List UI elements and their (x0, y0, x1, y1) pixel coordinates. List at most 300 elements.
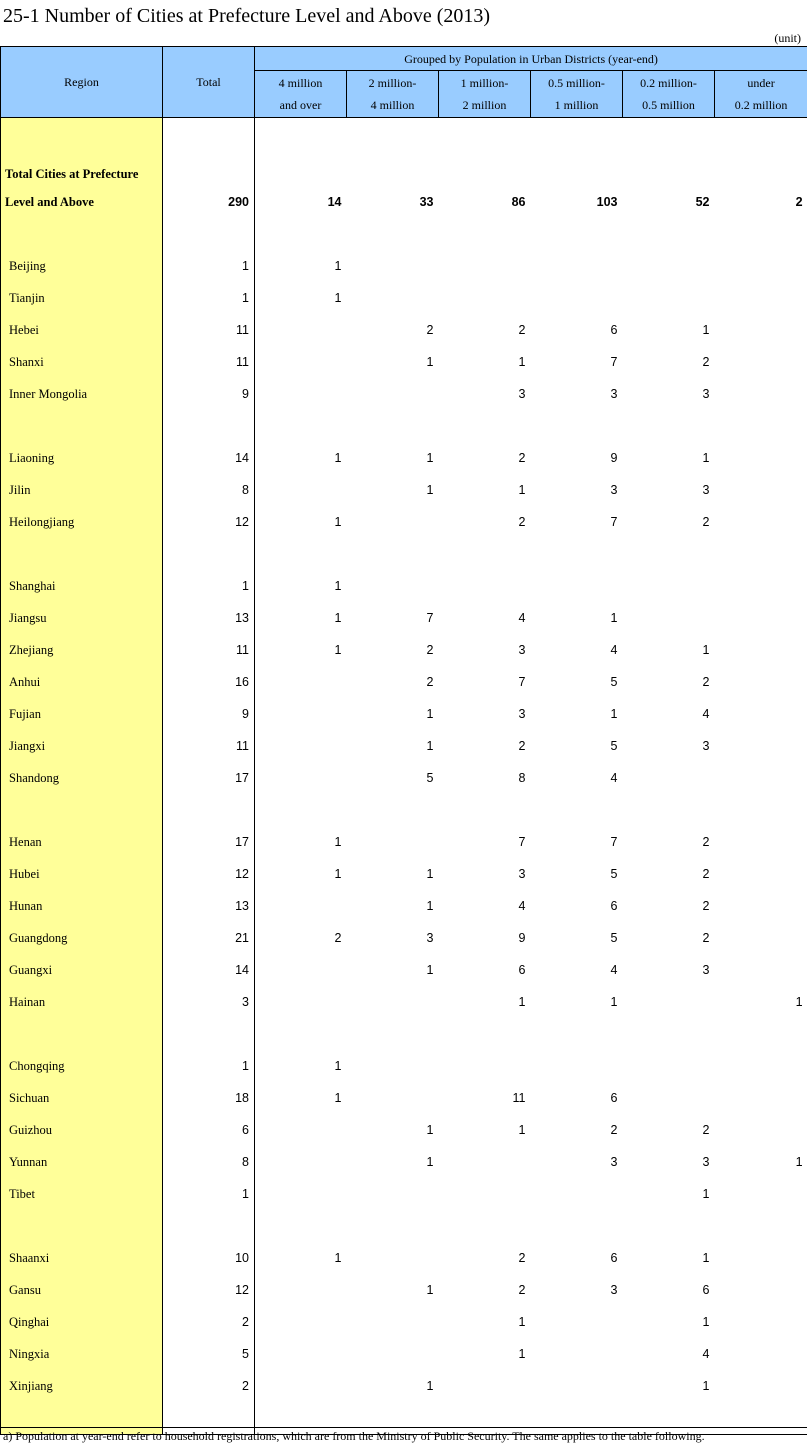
value-cell (623, 570, 715, 602)
value-cell: 2 (518, 323, 526, 337)
value-cell: 4 (518, 611, 526, 625)
total-cell: 9 (163, 698, 255, 730)
region-cell: Tianjin (1, 282, 163, 314)
value-cell (255, 954, 347, 986)
table-row (1, 602, 807, 634)
total-cell: 17 (163, 826, 255, 858)
value-cell: 4 (610, 771, 618, 785)
value-cell (255, 378, 347, 410)
region-cell (1, 1210, 163, 1242)
region-cell: Tibet (1, 1178, 163, 1210)
value-cell: 1 (334, 259, 342, 273)
value-cell (255, 1114, 347, 1146)
cities-table (0, 46, 807, 1435)
value-cell (715, 1402, 807, 1435)
value-cell: 1 (518, 995, 526, 1009)
value-cell (715, 378, 807, 410)
value-cell: 7 (518, 675, 526, 689)
value-cell (347, 506, 439, 538)
value-cell (439, 282, 531, 314)
table-row (1, 538, 807, 570)
table-row (1, 634, 807, 666)
region-cell: Hubei (1, 858, 163, 890)
value-cell (347, 826, 439, 858)
value-cell (715, 218, 807, 250)
value-cell (531, 538, 623, 570)
total-cell: 6 (163, 1114, 255, 1146)
table-row (1, 1242, 807, 1274)
header-col-line1: under (747, 76, 775, 90)
header-col-line2: 0.5 million (642, 98, 695, 112)
table-row (1, 1178, 807, 1210)
value-cell: 1 (426, 867, 434, 881)
value-cell (255, 1370, 347, 1402)
total-cell: 3 (163, 986, 255, 1018)
value-cell (255, 1274, 347, 1306)
value-cell: 1 (334, 867, 342, 881)
value-cell (623, 794, 715, 826)
value-cell: 3 (518, 707, 526, 721)
value-cell (255, 762, 347, 794)
value-cell (531, 1178, 623, 1210)
value-cell (623, 410, 715, 442)
value-cell (439, 150, 531, 186)
value-cell: 1 (426, 963, 434, 977)
total-cell (163, 794, 255, 826)
table-row (1, 1082, 807, 1114)
region-cell: Jiangsu (1, 602, 163, 634)
value-cell (623, 538, 715, 570)
value-cell: 2 (426, 675, 434, 689)
value-cell: 1 (518, 1315, 526, 1329)
value-cell: 2 (426, 643, 434, 657)
value-cell: 5 (610, 867, 618, 881)
value-cell (623, 150, 715, 186)
table-row (1, 730, 807, 762)
value-cell: 1 (334, 835, 342, 849)
region-cell: Liaoning (1, 442, 163, 474)
value-cell: 1 (795, 995, 803, 1009)
value-cell (255, 218, 347, 250)
table-row (1, 826, 807, 858)
region-cell: Guangxi (1, 954, 163, 986)
region-cell: Qinghai (1, 1306, 163, 1338)
value-cell: 1 (426, 451, 434, 465)
value-cell: 2 (518, 1251, 526, 1265)
value-cell: 3 (610, 1155, 618, 1169)
value-cell (715, 442, 807, 474)
region-cell: Ningxia (1, 1338, 163, 1370)
value-cell: 2 (426, 323, 434, 337)
total-cell: 13 (163, 890, 255, 922)
value-cell (347, 1242, 439, 1274)
value-cell (255, 794, 347, 826)
value-cell (531, 218, 623, 250)
value-cell: 4 (702, 1347, 710, 1361)
table-row (1, 474, 807, 506)
value-cell: 9 (610, 451, 618, 465)
value-cell: 14 (327, 195, 342, 209)
total-cell: 11 (163, 634, 255, 666)
value-cell: 2 (795, 195, 803, 209)
header-col-0 (255, 71, 347, 118)
header-col-line2: 4 million (370, 98, 415, 112)
header-col-line2: 1 million (554, 98, 599, 112)
value-cell (531, 410, 623, 442)
value-cell (715, 1018, 807, 1050)
value-cell (715, 346, 807, 378)
value-cell: 3 (518, 643, 526, 657)
value-cell (715, 410, 807, 442)
region-cell: Shaanxi (1, 1242, 163, 1274)
value-cell (347, 1210, 439, 1242)
value-cell (347, 282, 439, 314)
value-cell: 3 (702, 739, 710, 753)
table-row (1, 410, 807, 442)
value-cell: 52 (695, 195, 710, 209)
value-cell (531, 150, 623, 186)
value-cell (531, 1210, 623, 1242)
value-cell (715, 602, 807, 634)
value-cell (715, 698, 807, 730)
header-group: Grouped by Population in Urban Districts (year-end) (255, 47, 807, 71)
value-cell: 7 (518, 835, 526, 849)
value-cell: 3 (702, 387, 710, 401)
value-cell (715, 1242, 807, 1274)
value-cell (531, 282, 623, 314)
table-row (1, 986, 807, 1018)
region-cell: Shanxi (1, 346, 163, 378)
value-cell (255, 698, 347, 730)
value-cell (715, 634, 807, 666)
value-cell (439, 218, 531, 250)
region-cell: Yunnan (1, 1146, 163, 1178)
value-cell: 1 (518, 355, 526, 369)
value-cell (715, 1178, 807, 1210)
value-cell: 1 (334, 451, 342, 465)
value-cell (715, 1370, 807, 1402)
table-row (1, 218, 807, 250)
header-col-line1: 2 million- (368, 76, 417, 90)
value-cell: 2 (702, 675, 710, 689)
value-cell (255, 118, 347, 151)
value-cell: 5 (426, 771, 434, 785)
header-region: Region (1, 47, 163, 118)
value-cell: 2 (702, 835, 710, 849)
region-cell (1, 218, 163, 250)
value-cell: 1 (426, 899, 434, 913)
value-cell (623, 986, 715, 1018)
value-cell (347, 410, 439, 442)
total-cell (163, 150, 255, 186)
header-total: Total (163, 47, 255, 118)
value-cell: 1 (334, 579, 342, 593)
value-cell (347, 1018, 439, 1050)
total-cell (163, 118, 255, 151)
total-cell: 1 (163, 250, 255, 282)
table-row (1, 794, 807, 826)
value-cell: 1 (334, 643, 342, 657)
value-cell: 5 (610, 675, 618, 689)
value-cell: 3 (518, 867, 526, 881)
region-cell: Anhui (1, 666, 163, 698)
value-cell: 4 (518, 899, 526, 913)
value-cell: 1 (426, 1379, 434, 1393)
total-cell: 11 (163, 730, 255, 762)
value-cell (715, 794, 807, 826)
value-cell (715, 314, 807, 346)
value-cell (715, 1210, 807, 1242)
value-cell (439, 1146, 531, 1178)
value-cell: 1 (610, 707, 618, 721)
value-cell (715, 1114, 807, 1146)
value-cell (347, 1306, 439, 1338)
region-cell: Zhejiang (1, 634, 163, 666)
region-cell (1, 410, 163, 442)
total-cell: 17 (163, 762, 255, 794)
total-cell: 18 (163, 1082, 255, 1114)
value-cell (531, 1338, 623, 1370)
value-cell (715, 150, 807, 186)
value-cell (623, 1050, 715, 1082)
table-row (1, 666, 807, 698)
value-cell (531, 118, 623, 151)
region-cell (1, 538, 163, 570)
value-cell (255, 346, 347, 378)
value-cell (623, 282, 715, 314)
value-cell: 1 (702, 1315, 710, 1329)
value-cell: 2 (610, 1123, 618, 1137)
value-cell: 1 (610, 995, 618, 1009)
value-cell (715, 954, 807, 986)
value-cell: 6 (518, 963, 526, 977)
total-cell: 5 (163, 1338, 255, 1370)
region-cell: Hebei (1, 314, 163, 346)
region-cell: Xinjiang (1, 1370, 163, 1402)
table-row (1, 858, 807, 890)
value-cell (347, 118, 439, 151)
table-row (1, 186, 807, 218)
total-cell: 9 (163, 378, 255, 410)
total-cell: 21 (163, 922, 255, 954)
value-cell (255, 1210, 347, 1242)
value-cell (715, 282, 807, 314)
value-cell (531, 1306, 623, 1338)
value-cell (715, 762, 807, 794)
value-cell (623, 250, 715, 282)
value-cell: 2 (702, 899, 710, 913)
region-cell: Henan (1, 826, 163, 858)
value-cell (347, 1050, 439, 1082)
value-cell: 1 (426, 739, 434, 753)
value-cell (439, 118, 531, 151)
total-cell: 11 (163, 314, 255, 346)
total-cell: 14 (163, 954, 255, 986)
value-cell: 1 (518, 1123, 526, 1137)
table-row (1, 282, 807, 314)
value-cell (715, 1050, 807, 1082)
value-cell: 6 (610, 1251, 618, 1265)
value-cell (531, 570, 623, 602)
value-cell (715, 1338, 807, 1370)
total-cell: 2 (163, 1370, 255, 1402)
value-cell: 2 (702, 1123, 710, 1137)
value-cell: 7 (610, 835, 618, 849)
region-cell: Total Cities at Prefecture (1, 150, 163, 186)
value-cell (439, 570, 531, 602)
table-row (1, 1146, 807, 1178)
value-cell (255, 1146, 347, 1178)
region-cell: Level and Above (1, 186, 163, 218)
value-cell: 2 (702, 931, 710, 945)
region-cell: Shanghai (1, 570, 163, 602)
total-cell: 12 (163, 858, 255, 890)
value-cell: 2 (702, 867, 710, 881)
region-cell (1, 1018, 163, 1050)
value-cell: 1 (334, 1091, 342, 1105)
value-cell (439, 1370, 531, 1402)
value-cell: 1 (426, 1283, 434, 1297)
table-row (1, 442, 807, 474)
total-cell: 1 (163, 1178, 255, 1210)
table-row (1, 698, 807, 730)
value-cell (439, 1050, 531, 1082)
value-cell (715, 250, 807, 282)
value-cell (715, 666, 807, 698)
value-cell: 1 (426, 483, 434, 497)
footnote: a) Population at year-end refer to household registrations, which are from the Ministry of Public Security. The same applies to the table following. (3, 1429, 705, 1443)
region-cell: Hainan (1, 986, 163, 1018)
header-col-5 (715, 71, 807, 118)
value-cell: 3 (610, 483, 618, 497)
table-row (1, 118, 807, 151)
value-cell: 5 (610, 931, 618, 945)
total-cell: 12 (163, 1274, 255, 1306)
value-cell (347, 1082, 439, 1114)
value-cell (439, 538, 531, 570)
value-cell: 1 (610, 611, 618, 625)
header-col-line1: 4 million (278, 76, 323, 90)
table-row (1, 954, 807, 986)
value-cell: 2 (518, 739, 526, 753)
table-row (1, 890, 807, 922)
header-col-line2: 2 million (462, 98, 507, 112)
region-cell (1, 794, 163, 826)
value-cell (255, 314, 347, 346)
value-cell: 33 (419, 195, 434, 209)
value-cell (623, 602, 715, 634)
value-cell (255, 1018, 347, 1050)
value-cell: 9 (518, 931, 526, 945)
header-col-4 (623, 71, 715, 118)
value-cell (439, 794, 531, 826)
value-cell (255, 410, 347, 442)
table-row (1, 314, 807, 346)
total-cell (163, 1018, 255, 1050)
value-cell (715, 118, 807, 151)
value-cell: 1 (334, 515, 342, 529)
value-cell: 8 (518, 771, 526, 785)
value-cell: 7 (426, 611, 434, 625)
value-cell: 1 (518, 483, 526, 497)
value-cell: 3 (610, 387, 618, 401)
total-cell (163, 1210, 255, 1242)
value-cell (531, 1050, 623, 1082)
value-cell (255, 890, 347, 922)
total-cell: 13 (163, 602, 255, 634)
value-cell: 6 (610, 323, 618, 337)
unit-label: (unit) (774, 31, 801, 45)
value-cell (531, 1370, 623, 1402)
table-row (1, 922, 807, 954)
value-cell: 86 (511, 195, 526, 209)
region-cell: Guangdong (1, 922, 163, 954)
value-cell (347, 1178, 439, 1210)
value-cell: 4 (610, 643, 618, 657)
total-cell: 11 (163, 346, 255, 378)
value-cell (439, 250, 531, 282)
header-col-line2: 0.2 million (734, 98, 788, 112)
table-row (1, 506, 807, 538)
value-cell: 1 (426, 355, 434, 369)
value-cell (623, 1018, 715, 1050)
value-cell (715, 826, 807, 858)
total-cell: 16 (163, 666, 255, 698)
table-row (1, 1338, 807, 1370)
header-col-line2: and over (279, 98, 322, 112)
total-cell: 8 (163, 474, 255, 506)
total-cell: 12 (163, 506, 255, 538)
value-cell: 2 (702, 355, 710, 369)
table-row (1, 150, 807, 186)
value-cell (715, 538, 807, 570)
value-cell: 11 (512, 1091, 526, 1105)
region-cell: Sichuan (1, 1082, 163, 1114)
total-cell: 1 (163, 1050, 255, 1082)
value-cell: 103 (596, 195, 618, 209)
value-cell (347, 986, 439, 1018)
total-cell: 1 (163, 282, 255, 314)
total-cell: 290 (163, 186, 255, 218)
value-cell: 1 (702, 1187, 710, 1201)
table-row (1, 378, 807, 410)
value-cell (347, 218, 439, 250)
value-cell: 5 (610, 739, 618, 753)
value-cell: 1 (518, 1347, 526, 1361)
value-cell (715, 922, 807, 954)
header-col-1 (347, 71, 439, 118)
table-row (1, 1370, 807, 1402)
value-cell: 1 (334, 1251, 342, 1265)
header-col-line1: 0.5 million- (548, 76, 605, 90)
value-cell (715, 474, 807, 506)
value-cell (531, 794, 623, 826)
value-cell (531, 1018, 623, 1050)
value-cell (255, 986, 347, 1018)
region-cell: Inner Mongolia (1, 378, 163, 410)
value-cell: 3 (518, 387, 526, 401)
value-cell: 3 (702, 483, 710, 497)
total-cell: 1 (163, 570, 255, 602)
table-row (1, 1306, 807, 1338)
value-cell (715, 570, 807, 602)
value-cell: 1 (334, 291, 342, 305)
header-col-2 (439, 71, 531, 118)
value-cell: 2 (518, 515, 526, 529)
total-cell (163, 218, 255, 250)
value-cell (255, 666, 347, 698)
value-cell (715, 506, 807, 538)
